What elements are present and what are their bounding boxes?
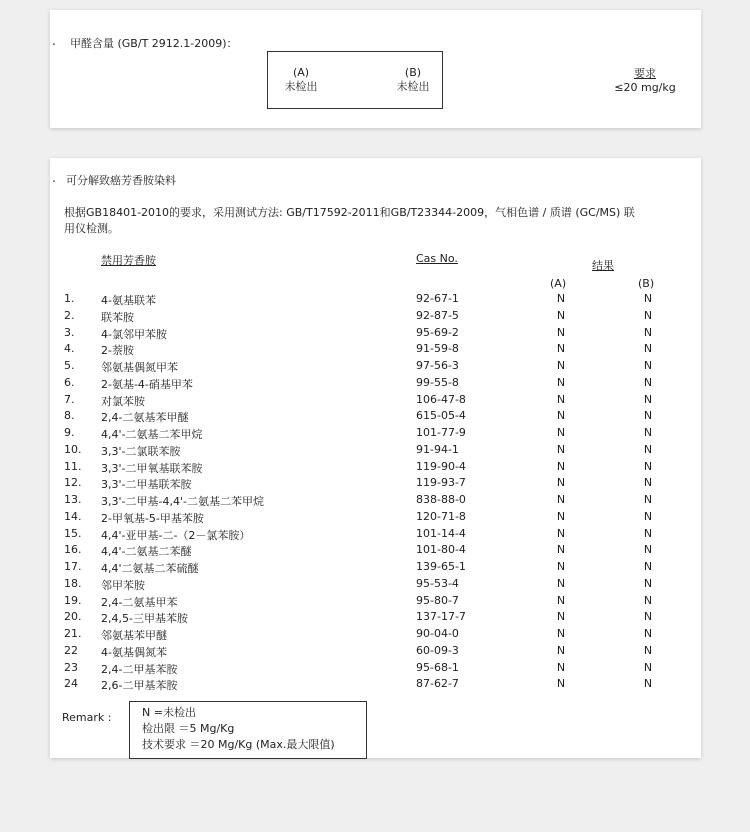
result-a: N [556,325,566,339]
result-b: N [643,442,653,456]
result-b: N [643,526,653,540]
cas-number: 137-17-7 [416,610,466,624]
result-b: N [643,342,653,356]
result-b: N [643,610,653,624]
method-description-line2: 用仪检测。 [64,222,119,235]
header-banned-amine: 禁用芳香胺 [101,254,156,267]
cas-number: 95-53-4 [416,576,459,590]
header-result: 结果 [592,259,614,272]
cas-number: 95-68-1 [416,660,459,674]
amine-name: 对氯苯胺 [101,394,145,408]
result-b: N [643,409,653,423]
result-a: N [556,359,566,372]
remark-line: 检出限 ＝5 Mg/Kg [142,722,235,735]
row-number: 11. [64,459,82,473]
cas-number: 101-77-9 [416,426,466,439]
result-a: N [556,560,566,573]
table-row [50,661,701,678]
row-number: 23 [64,660,78,674]
result-b: N [643,560,653,573]
amine-name: 4,4'-亚甲基-二-（2－氯苯胺） [101,528,251,542]
result-a: N [556,459,566,473]
cas-number: 60-09-3 [416,643,459,657]
amine-name: 3,3'-二甲基联苯胺 [101,478,192,492]
cas-number: 139-65-1 [416,560,466,573]
amine-name: 4,4'-二氨基二苯甲烷 [101,428,203,441]
requirement-value: ≤20 mg/kg [614,81,676,94]
result-a: N [556,392,566,406]
row-number: 8. [64,409,75,423]
result-b: N [643,325,653,339]
result-a: N [556,526,566,540]
table-row [50,426,701,443]
remark-line: N =未检出 [142,706,196,719]
cas-number: 90-04-0 [416,627,459,640]
row-number: 2. [64,308,75,322]
result-a: N [556,308,566,322]
table-row [50,527,701,544]
result-a: N [556,375,566,389]
result-a-label: (A) [292,66,310,79]
cas-number: 119-93-7 [416,476,466,490]
table-row [50,510,701,527]
formaldehyde-title: 甲醛含量 (GB/T 2912.1-2009)： [70,37,238,50]
table-row [50,577,701,594]
result-b: N [643,660,653,674]
cas-number: 101-80-4 [416,543,466,557]
result-a: N [556,409,566,423]
result-column-a [276,66,326,94]
table-row [50,309,701,326]
cas-number: 95-80-7 [416,593,459,607]
result-b: N [643,576,653,590]
table-row [50,627,701,644]
result-b: N [643,459,653,473]
table-row [50,594,701,611]
row-number: 7. [64,392,75,406]
result-b: N [643,476,653,490]
amine-name: 邻氨基苯甲醚 [101,629,167,642]
amine-name: 4,4'-二氨基二苯醚 [101,545,192,559]
result-a: N [556,493,566,506]
cas-number: 106-47-8 [416,392,466,406]
cas-number: 91-94-1 [416,442,459,456]
method-description-line1: 根据GB18401-2010的要求，采用测试方法: GB/T17592-2011和GB/T23344-2009，气相色谱 / 质谱 (GC/MS) 联 [64,206,635,219]
amine-name: 邻氨基偶氮甲苯 [101,361,178,374]
row-number: 18. [64,576,82,590]
amine-name: 3,3'-二甲氧基联苯胺 [101,461,203,475]
result-b: N [643,627,653,640]
table-row [50,644,701,661]
result-b: N [643,593,653,607]
table-row [50,677,701,694]
table-row [50,359,701,376]
result-b: N [643,308,653,322]
cas-number: 119-90-4 [416,459,466,473]
table-row [50,393,701,410]
row-number: 10. [64,442,82,456]
table-row [50,610,701,627]
amine-name: 2-萘胺 [101,344,134,358]
amine-name: 3,3'-二甲基-4,4'-二氨基二苯甲烷 [101,495,264,508]
result-b: N [643,392,653,406]
amine-name: 4-氨基偶氮苯 [101,645,167,659]
table-row [50,543,701,560]
row-number: 3. [64,325,75,339]
cas-number: 99-55-8 [416,375,459,389]
bullet-mark: . [52,171,56,185]
header-cas-no: Cas No. [416,252,458,265]
requirement-block [605,67,685,95]
table-row [50,460,701,477]
table-row [50,476,701,493]
remark-line: 技术要求 ＝20 Mg/Kg (Max.最大限值) [142,738,335,751]
amine-name: 4-氨基联苯 [101,294,156,307]
result-a: N [556,610,566,624]
cas-number: 92-67-1 [416,292,459,305]
result-column-b [388,66,438,94]
result-b: N [643,292,653,305]
result-a: N [556,292,566,305]
cas-number: 120-71-8 [416,509,466,523]
amine-name: 4-氯邻甲苯胺 [101,327,167,341]
header-col-a: (A) [550,277,567,290]
result-a: N [556,509,566,523]
row-number: 14. [64,509,82,523]
row-number: 4. [64,342,75,356]
cas-number: 95-69-2 [416,325,459,339]
result-b-value: 未检出 [396,80,430,93]
result-a-value: 未检出 [284,80,318,93]
amine-name: 2,4-二甲基苯胺 [101,662,178,676]
row-number: 24 [64,677,78,691]
amine-name: 联苯胺 [101,310,134,324]
row-number: 1. [64,292,75,305]
table-row [50,292,701,309]
azo-dyes-card [50,158,701,758]
table-row [50,409,701,426]
remark-box [129,701,367,759]
result-a: N [556,643,566,657]
formaldehyde-result-box [267,51,443,109]
result-a: N [556,342,566,356]
result-b-label: (B) [404,66,422,79]
row-number: 20. [64,610,82,624]
result-b: N [643,359,653,372]
result-b: N [643,493,653,506]
result-a: N [556,476,566,490]
row-number: 17. [64,560,82,573]
amine-name: 2-甲氧基-5-甲基苯胺 [101,511,204,525]
cas-number: 91-59-8 [416,342,459,356]
cas-number: 838-88-0 [416,493,466,506]
row-number: 12. [64,476,82,490]
table-row [50,560,701,577]
row-number: 19. [64,593,82,607]
formaldehyde-card [50,10,701,128]
result-b: N [643,677,653,691]
result-b: N [643,426,653,439]
cas-number: 92-87-5 [416,308,459,322]
row-number: 9. [64,426,75,439]
row-number: 13. [64,493,82,506]
remark-label: Remark : [62,711,112,724]
result-b: N [643,375,653,389]
table-row [50,443,701,460]
amine-name: 3,3'-二氯联苯胺 [101,444,181,458]
result-b: N [643,509,653,523]
row-number: 15. [64,526,82,540]
amine-name: 2,6-二甲基苯胺 [101,679,178,693]
table-row [50,493,701,510]
amine-name: 2,4-二氨基苯甲醚 [101,411,189,425]
amine-name: 4,4'二氨基二苯硫醚 [101,562,199,575]
row-number: 6. [64,375,75,389]
row-number: 16. [64,543,82,557]
table-row [50,342,701,359]
cas-number: 615-05-4 [416,409,466,423]
table-row [50,326,701,343]
cas-number: 101-14-4 [416,526,466,540]
bullet-mark: . [52,34,56,48]
amine-name: 2,4-二氨基甲苯 [101,595,178,609]
cas-number: 97-56-3 [416,359,459,372]
table-row [50,376,701,393]
row-number: 22 [64,643,78,657]
header-col-b: (B) [638,277,655,290]
result-a: N [556,576,566,590]
result-a: N [556,627,566,640]
row-number: 5. [64,359,75,372]
result-b: N [643,643,653,657]
requirement-label: 要求 [634,67,656,80]
cas-number: 87-62-7 [416,677,459,691]
result-a: N [556,426,566,439]
result-a: N [556,593,566,607]
result-a: N [556,660,566,674]
result-a: N [556,677,566,691]
result-b: N [643,543,653,557]
amine-name: 邻甲苯胺 [101,578,145,592]
result-a: N [556,543,566,557]
azo-title: 可分解致癌芳香胺染料 [66,174,176,187]
row-number: 21. [64,627,82,640]
result-a: N [556,442,566,456]
amine-name: 2-氨基-4-硝基甲苯 [101,377,193,391]
amine-name: 2,4,5-三甲基苯胺 [101,612,188,626]
